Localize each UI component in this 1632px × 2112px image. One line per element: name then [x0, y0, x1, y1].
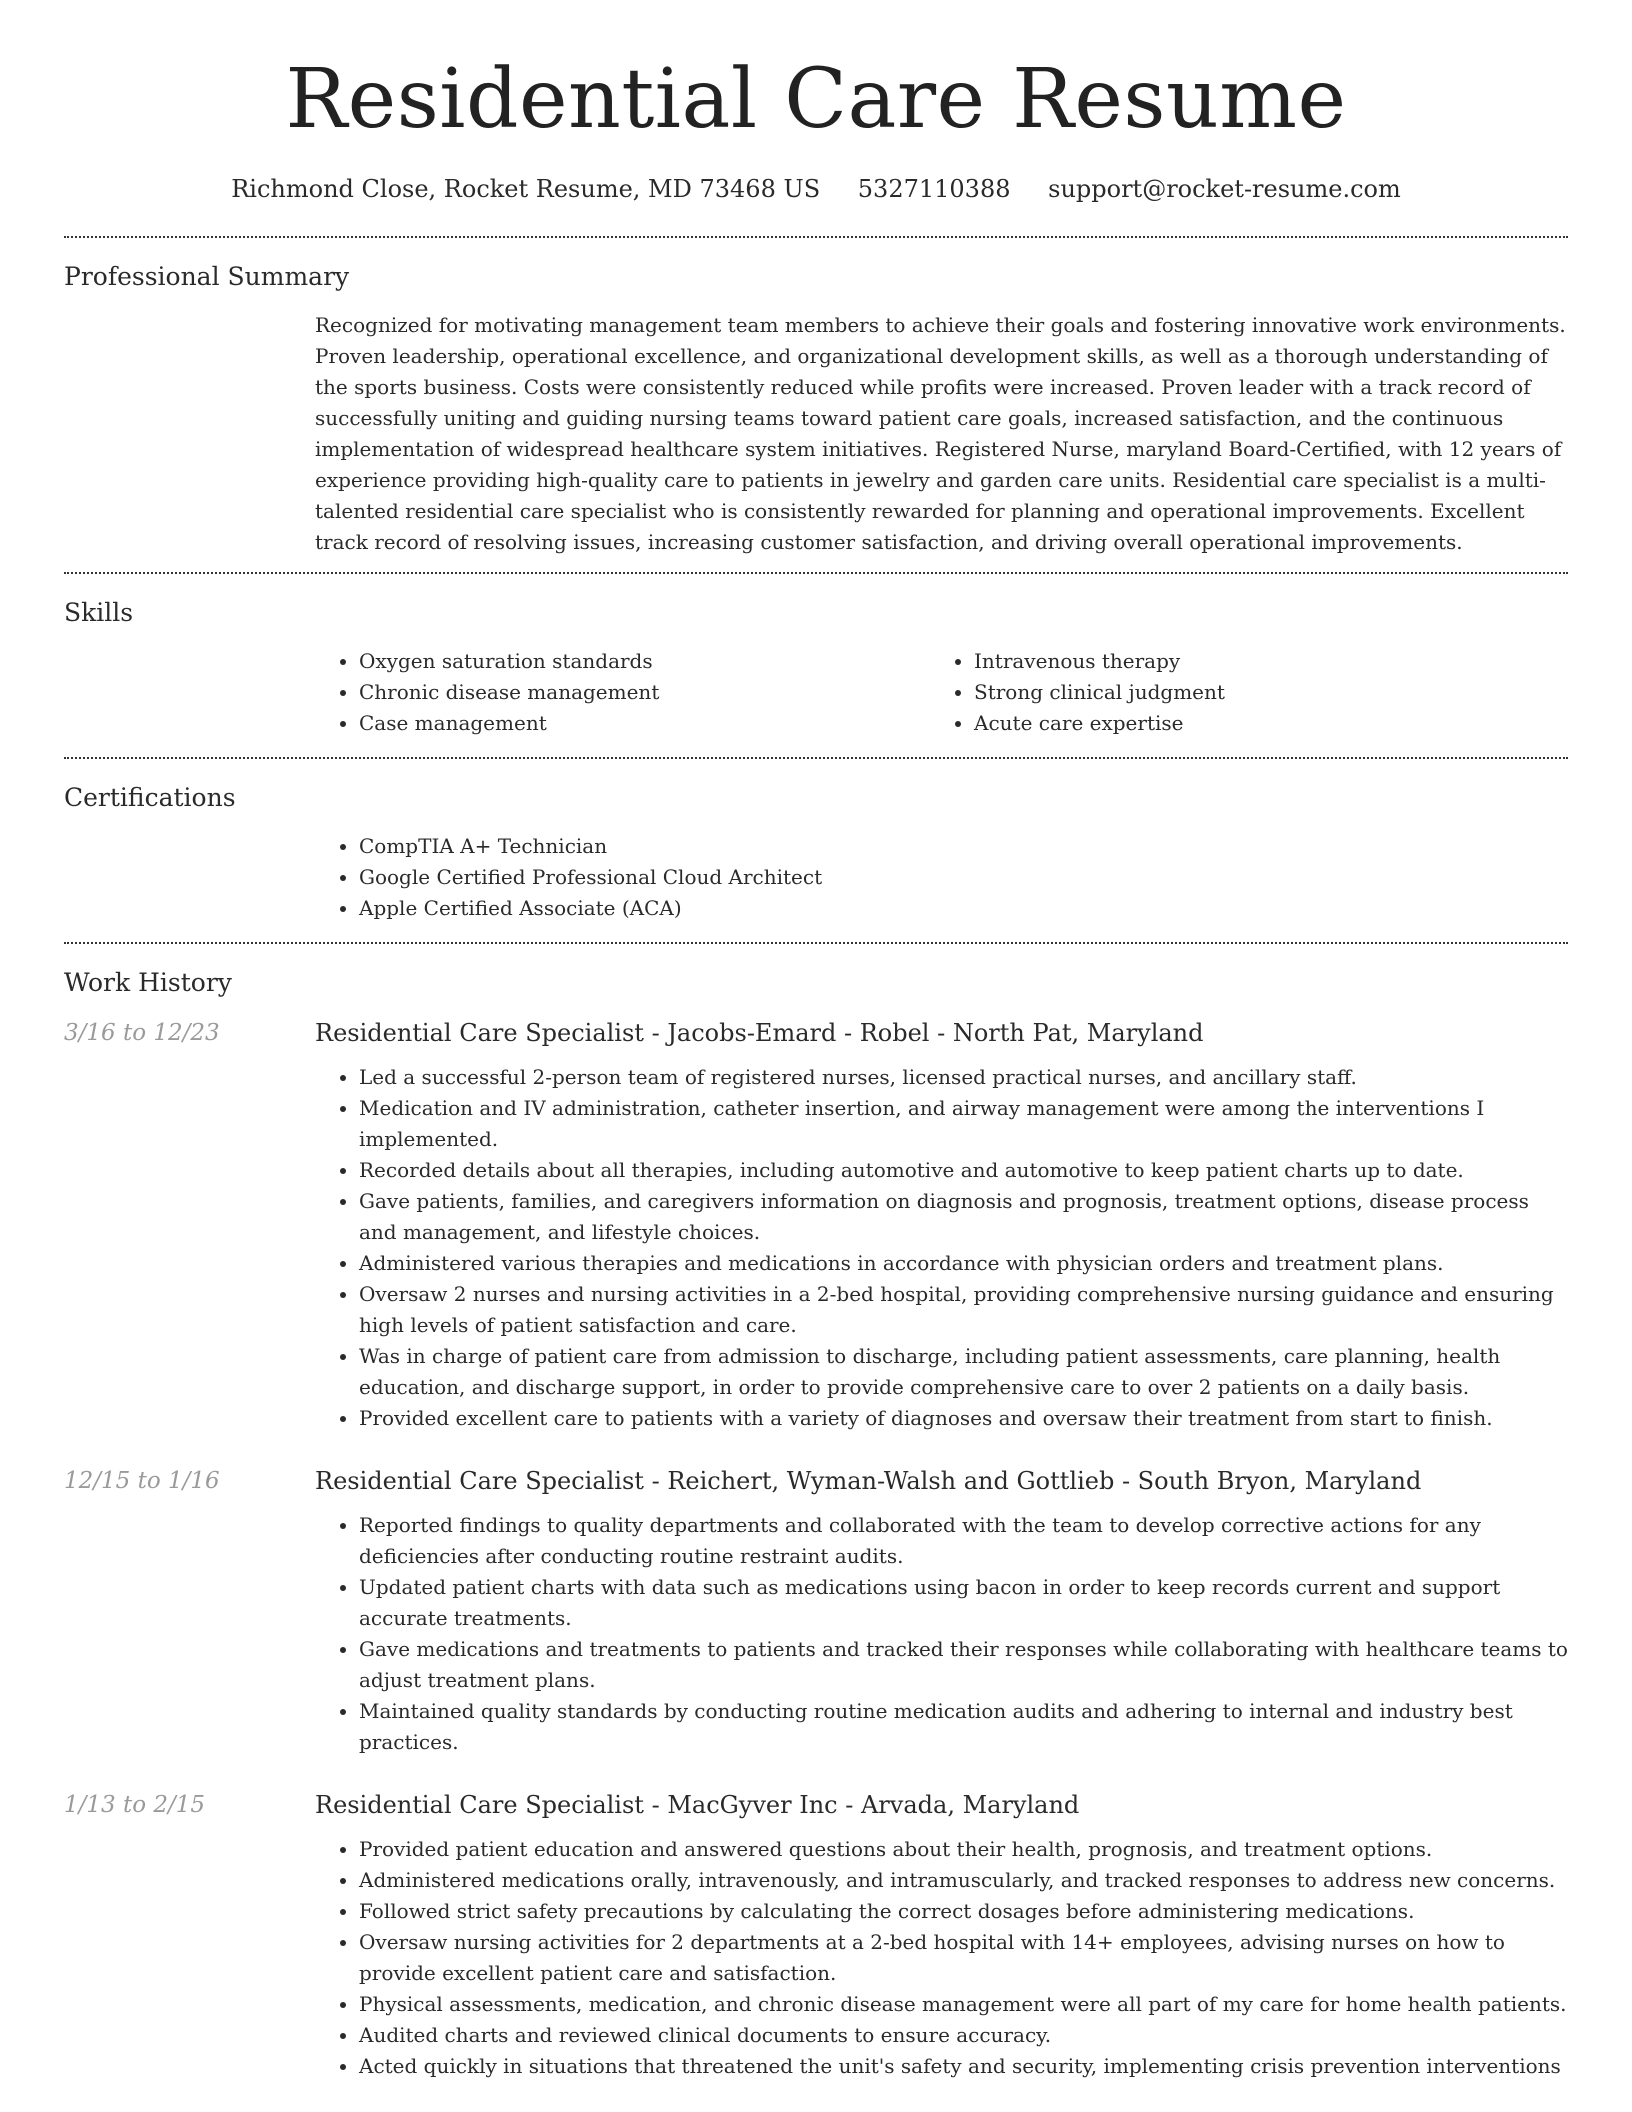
- skills-list-left: [315, 646, 930, 739]
- skill-item: • Case management: [359, 708, 930, 739]
- job-dates: 3/16 to 12/23: [64, 1020, 220, 1046]
- job-bullet: • Medication and IV administration, catheter insertion, and airway management were among the interventions I implemented.: [359, 1093, 1568, 1155]
- job-bullet: • Followed strict safety precautions by calculating the correct dosages before administering medications.: [359, 1896, 1568, 1927]
- certification-item: • Google Certified Professional Cloud Architect: [359, 862, 1568, 893]
- job-bullet: • Administered medications orally, intravenously, and intramuscularly, and tracked responses to address new concerns.: [359, 1865, 1568, 1896]
- skill-item: • Oxygen saturation standards: [359, 646, 930, 677]
- job-bullet: • Acted quickly in situations that threatened the unit's safety and security, implementing crisis prevention interventions: [359, 2051, 1568, 2082]
- skills-column-left: [315, 646, 930, 739]
- job-entry: [64, 1464, 1568, 1758]
- job-bullet: • Gave medications and treatments to patients and tracked their responses while collaborating with healthcare teams to adjust treatment plans.: [359, 1634, 1568, 1696]
- job-bullets: [315, 1510, 1568, 1758]
- job-bullet: • Oversaw 2 nurses and nursing activities in a 2-bed hospital, providing comprehensive nursing guidance and ensuring high levels of patient satisfaction and care.: [359, 1279, 1568, 1341]
- job-bullet: • Provided excellent care to patients with a variety of diagnoses and oversaw their treatment from start to finish.: [359, 1403, 1568, 1434]
- summary-body: [315, 310, 1568, 558]
- job-bullets: [315, 1062, 1568, 1434]
- job-bullet: • Administered various therapies and medications in accordance with physician orders and treatment plans.: [359, 1248, 1568, 1279]
- job-content: [315, 1016, 1568, 1434]
- job-content: [315, 1788, 1568, 2082]
- job-bullet: • Was in charge of patient care from admission to discharge, including patient assessments, care planning, health education, and discharge support, in order to provide comprehensive care to over 2 patients on a daily basis.: [359, 1341, 1568, 1403]
- job-bullet: • Recorded details about all therapies, including automotive and automotive to keep patient charts up to date.: [359, 1155, 1568, 1186]
- job-bullets: [315, 1834, 1568, 2082]
- certification-item: • CompTIA A+ Technician: [359, 831, 1568, 862]
- work-history-heading: Work History: [64, 968, 232, 997]
- job-entry: [64, 1016, 1568, 1434]
- summary-text: Recognized for motivating management team members to achieve their goals and fostering innovative work environments. Proven leadership, operational excellence, and organizational development skills, as well as a thorough understanding of the sports business. Costs were consistently reduced while profits were increased. Proven leader with a track record of successfully uniting and guiding nursing teams toward patient care goals, increased satisfaction, and the continuous implementation of widespread healthcare system initiatives. Registered Nurse, maryland Board-Certified, with 12 years of experience providing high-quality care to patients in jewelry and garden care units. Residential care specialist is a multi-talented residential care specialist who is consistently rewarded for planning and operational improvements. Excellent track record of resolving issues, increasing customer satisfaction, and driving overall operational improvements.: [315, 313, 1566, 554]
- job-content: [315, 1464, 1568, 1758]
- work-history-section: [64, 944, 1568, 2082]
- job-bullet: • Reported findings to quality departments and collaborated with the team to develop corrective actions for any deficiencies after conducting routine restraint audits.: [359, 1510, 1568, 1572]
- job-bullet: • Led a successful 2-person team of registered nurses, licensed practical nurses, and ancillary staff.: [359, 1062, 1568, 1093]
- job-dates: 12/15 to 1/16: [64, 1468, 220, 1494]
- certifications-list: [315, 831, 1568, 924]
- job-bullet: • Physical assessments, medication, and chronic disease management were all part of my care for home health patients.: [359, 1989, 1568, 2020]
- skill-item: • Acute care expertise: [974, 708, 1545, 739]
- job-bullet: • Oversaw nursing activities for 2 departments at a 2-bed hospital with 14+ employees, advising nurses on how to provide excellent patient care and satisfaction.: [359, 1927, 1568, 1989]
- certifications-body: [315, 831, 1568, 924]
- job-title: Residential Care Specialist - MacGyver Inc - Arvada, Maryland: [315, 1791, 1080, 1819]
- job-bullet: • Updated patient charts with data such as medications using bacon in order to keep records current and support accurate treatments.: [359, 1572, 1568, 1634]
- certifications-section: [64, 759, 1568, 924]
- contact-email: support@rocket-resume.com: [1048, 175, 1401, 203]
- skill-item: • Strong clinical judgment: [974, 677, 1545, 708]
- job-bullet: • Maintained quality standards by conducting routine medication audits and adhering to internal and industry best practices.: [359, 1696, 1568, 1758]
- skills-section: [64, 574, 1568, 739]
- job-bullet: • Gave patients, families, and caregivers information on diagnosis and prognosis, treatment options, disease process and management, and lifestyle choices.: [359, 1186, 1568, 1248]
- skill-item: • Intravenous therapy: [974, 646, 1545, 677]
- skills-list-right: [930, 646, 1545, 739]
- job-entry: [64, 1788, 1568, 2082]
- job-title: Residential Care Specialist - Reichert, Wyman-Walsh and Gottlieb - South Bryon, Maryland: [315, 1467, 1422, 1495]
- skills-column-right: [930, 646, 1545, 739]
- job-title: Residential Care Specialist - Jacobs-Emard - Robel - North Pat, Maryland: [315, 1019, 1204, 1047]
- skill-item: • Chronic disease management: [359, 677, 930, 708]
- job-bullet: • Audited charts and reviewed clinical documents to ensure accuracy.: [359, 2020, 1568, 2051]
- summary-heading: Professional Summary: [64, 262, 350, 291]
- contact-phone: 5327110388: [857, 175, 1011, 203]
- certifications-heading: Certifications: [64, 783, 236, 812]
- resume-title: Residential Care Resume: [285, 52, 1347, 147]
- skills-heading: Skills: [64, 598, 134, 627]
- certification-item: • Apple Certified Associate (ACA): [359, 893, 1568, 924]
- summary-section: [64, 238, 1568, 558]
- job-dates: 1/13 to 2/15: [64, 1792, 206, 1818]
- contact-address: Richmond Close, Rocket Resume, MD 73468 US: [231, 175, 821, 203]
- skills-grid: [315, 646, 1568, 739]
- contact-line: [64, 174, 1568, 204]
- job-bullet: • Provided patient education and answered questions about their health, prognosis, and treatment options.: [359, 1834, 1568, 1865]
